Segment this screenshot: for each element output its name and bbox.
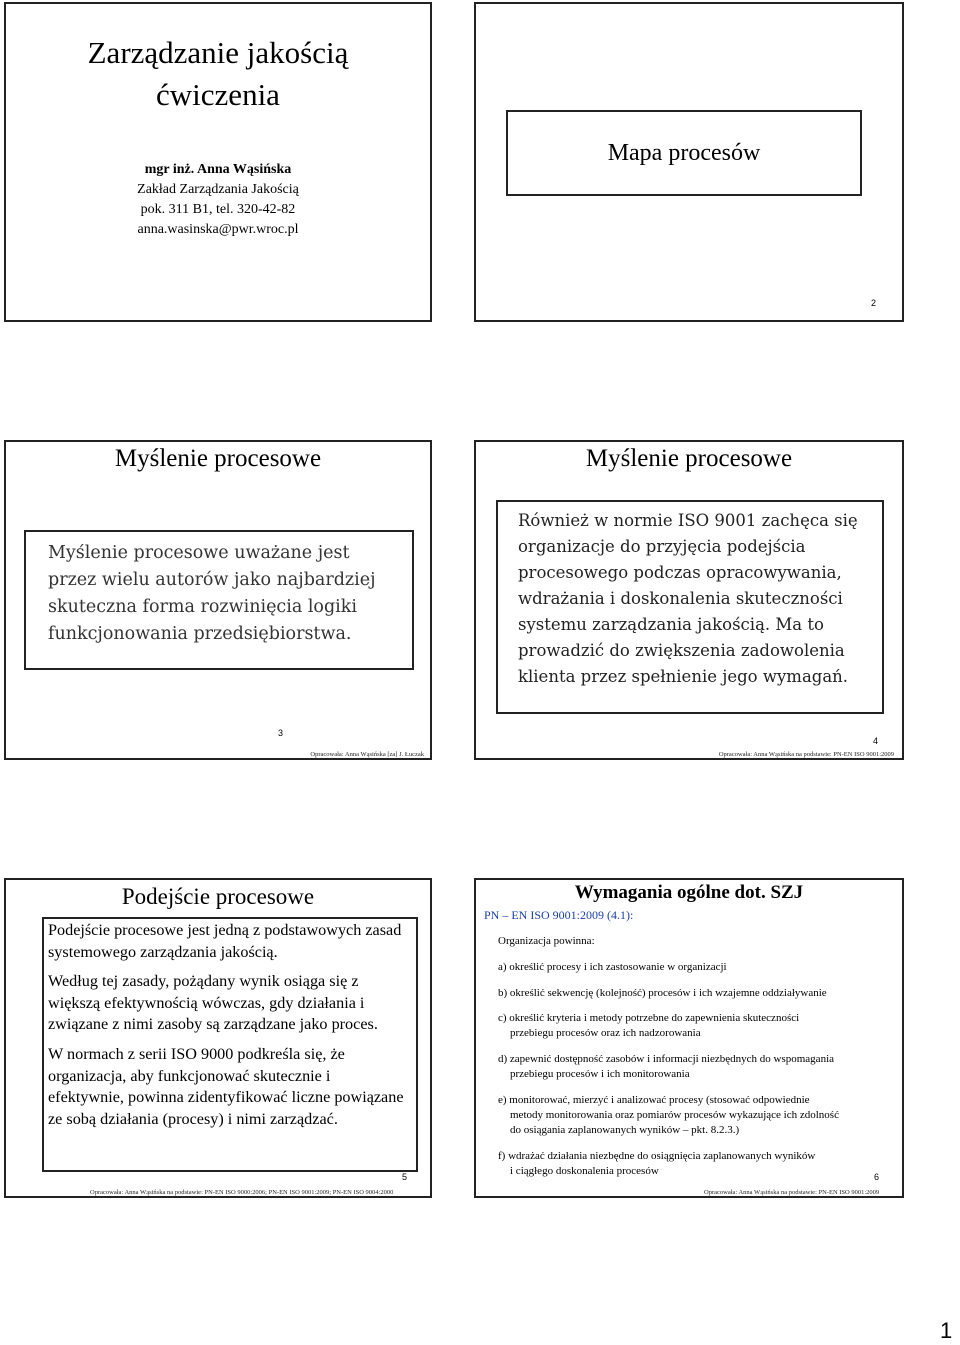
slide-4 [474, 440, 904, 760]
slide-number: 6 [874, 1172, 880, 1182]
slide-number: 4 [872, 736, 878, 746]
process-map-box [506, 110, 862, 196]
page-number: 1 [940, 1318, 953, 1343]
list-intro: Organizacja powinna: [498, 935, 595, 947]
paragraph-1: Podejście procesowe jest jedną z podstawowych zasad systemowego zarządzania jakością. [48, 921, 402, 961]
department: Zakład Zarządzania Jakością [137, 182, 299, 197]
paragraph-3: W normach z serii ISO 9000 podkreśla się, że organizacja, aby funkcjonować skutecznie i efektywnie, powinna zidentyfikować liczne powiązane ze sobą działania (procesy) i nimi zarządzać. [48, 1044, 404, 1128]
title-line-2: ćwiczenia [156, 77, 280, 112]
slide-number: 5 [402, 1172, 408, 1182]
author-name: mgr inż. Anna Wąsińska [144, 162, 292, 177]
norm-reference: PN – EN ISO 9001:2009 (4.1): [484, 908, 634, 922]
slide-number: 2 [870, 298, 876, 308]
body-text: Myślenie procesowe uważane jest przez wielu autorów jako najbardziej skuteczna forma rozwinięcia logiki funkcjonowania przedsiębiorstwa. [48, 543, 376, 644]
title-line-1: Zarządzanie jakością [87, 35, 349, 70]
slide-title: Myślenie procesowe [585, 445, 793, 472]
slide-6 [474, 878, 904, 1198]
slide-1 [4, 2, 432, 322]
footer: Opracowała: Anna Wąsińska na podstawie: PN-EN ISO 9001:2009 [718, 751, 894, 758]
list-item: e) monitorować, mierzyć i analizować procesy (stosować odpowiednie metody monitorowania oraz pomiarów procesów wykazujące ich zdolność do osiągania zaplanowanych wyników – pkt. 8.2.3.) [498, 1094, 839, 1136]
slide-5 [4, 878, 432, 1198]
room-phone: pok. 311 B1, tel. 320-42-82 [140, 202, 296, 217]
slide-title [6, 32, 430, 116]
list-item: c) określić kryteria i metody potrzebne do zapewnienia skuteczności przebiegu procesów oraz ich nadzorowania [498, 1012, 800, 1039]
footer: Opracowała: Anna Wąsińska [za] J. Łuczak [310, 751, 424, 758]
email[interactable]: anna.wasinska@pwr.wroc.pl [137, 222, 299, 237]
slide-3 [4, 440, 432, 760]
author-block [6, 160, 430, 240]
body-text-box [496, 500, 884, 714]
slide-number: 3 [278, 728, 284, 738]
paragraph-2: Według tej zasady, pożądany wynik osiąga się z większą efektywnością wówczas, gdy działania i związane z nimi zasoby są zarządzane jako proces. [48, 972, 378, 1034]
slide-title: Podejście procesowe [121, 884, 315, 909]
slide-title: Wymagania ogólne dot. SZJ [574, 882, 804, 903]
slide-title: Myślenie procesowe [114, 445, 322, 472]
list-item: f) wdrażać działania niezbędne do osiągnięcia zaplanowanych wyników i ciągłego doskonalenia procesów [498, 1150, 816, 1177]
footer: Opracowała: Anna Wąsińska na podstawie: PN-EN ISO 9000:2006; PN-EN ISO 9001:2009; PN-EN ISO 9004:2000 [90, 1189, 394, 1196]
body-text-box [42, 917, 418, 1172]
body-text-box [24, 530, 414, 670]
box-title: Mapa procesów [607, 139, 761, 166]
list-item: b) określić sekwencję (kolejność) procesów i ich wzajemne oddziaływanie [498, 987, 827, 999]
body-text: Również w normie ISO 9001 zachęca się organizacje do przyjęcia podejścia procesowego podczas opracowywania, wdrażania i doskonalenia skuteczności systemu zarządzania jakością. Ma to prowadzić do zwiększenia zadowolenia klienta przez spełnienie jego wymagań. [518, 511, 858, 686]
list-item: a) określić procesy i ich zastosowanie w organizacji [498, 961, 727, 973]
slide-2 [474, 2, 904, 322]
footer: Opracowała: Anna Wąsińska na podstawie: PN-EN ISO 9001:2009 [704, 1189, 880, 1196]
list-item: d) zapewnić dostępność zasobów i informacji niezbędnych do wspomagania przebiegu procesów i ich monitorowania [498, 1053, 835, 1080]
